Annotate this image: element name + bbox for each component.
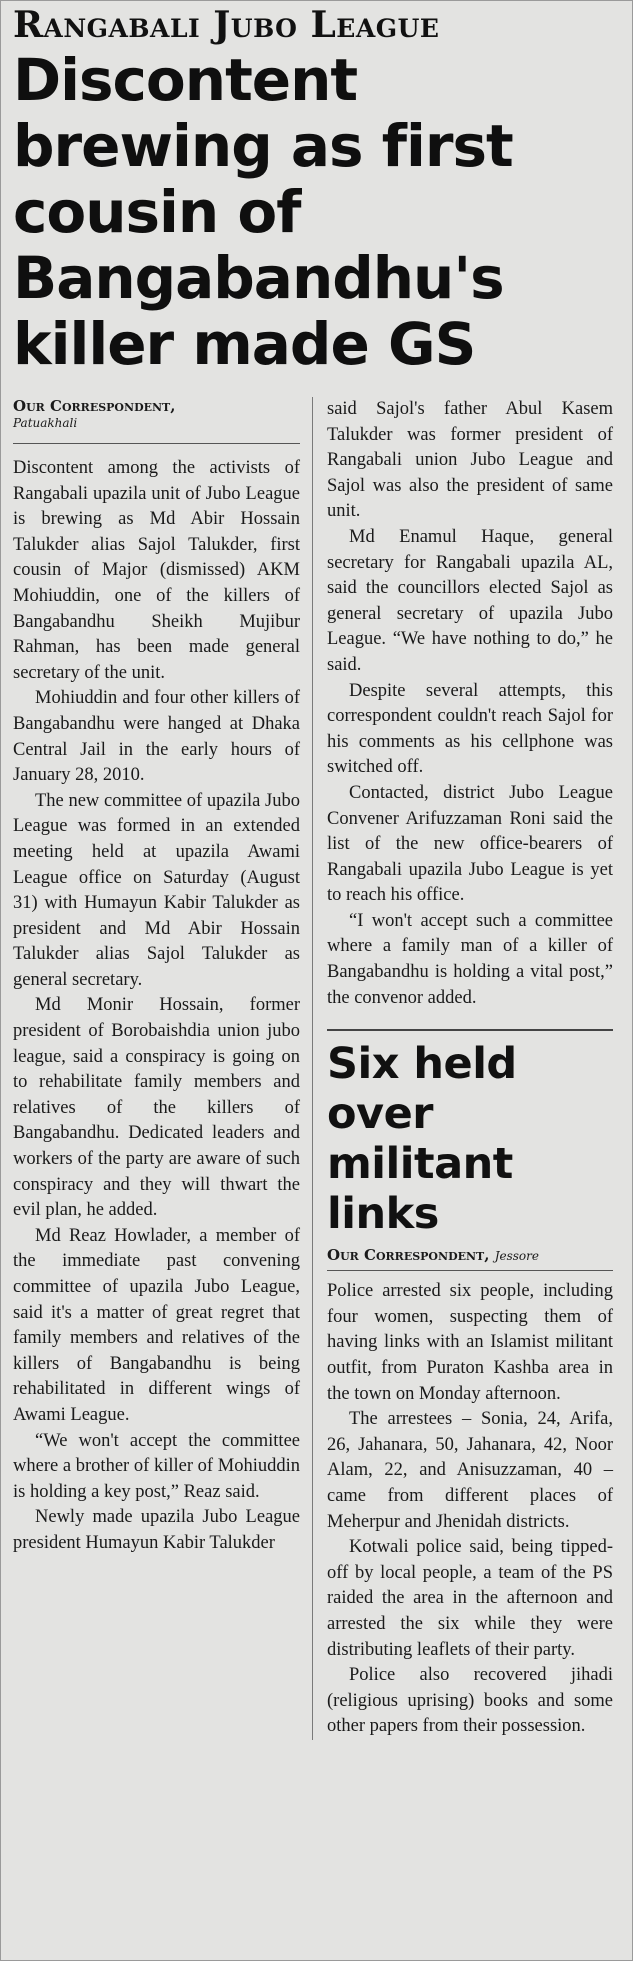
left-column <box>13 397 313 1740</box>
byline-rule <box>13 443 300 444</box>
body-paragraph: Md Monir Hossain, former president of Borobaishdia union jubo league, said a conspiracy is going on to rehabilitate family members and relatives of the killers of Bangabandhu. Dedicated leaders and workers of the party are aware of such conspiracy and they will thwart the evil plan, he added. <box>13 995 300 1221</box>
body-paragraph: “I won't accept such a committee where a family man of a killer of Bangabandhu is holding a vital post,” the convenor added. <box>327 910 613 1008</box>
body-paragraph: Md Reaz Howlader, a member of the immediate past convening committee of upazila Jubo League, said it's a matter of great regret that family members and relatives of the killers of Bangabandhu is being rehabilitated in different wings of Awami League. <box>13 1225 300 1425</box>
body-paragraph: said Sajol's father Abul Kasem Talukder was former president of Rangabali union Jubo League and Sajol was also the president of same unit. <box>327 399 613 522</box>
body-paragraph: Mohiuddin and four other killers of Bangabandhu were hanged at Dhaka Central Jail in the early hours of January 28, 2010. <box>13 688 300 786</box>
section-kicker: Rangabali Jubo League <box>13 4 440 46</box>
body-paragraph: Md Enamul Haque, general secretary for Rangabali upazila AL, said the councillors elected Sajol as general secretary of upazila Jubo League. “We have nothing to do,” he said. <box>327 526 613 675</box>
body-paragraph: Police also recovered jihadi (religious uprising) books and some other papers from their possession. <box>327 1665 613 1737</box>
body-paragraph: Newly made upazila Jubo League president Humayun Kabir Talukder <box>13 1507 300 1553</box>
dateline: Patuakhali <box>13 416 78 430</box>
byline-name: Our Correspondent, <box>327 1246 490 1265</box>
article-headline: Discontent brewing as first cousin of Bangabandhu's killer made GS <box>13 46 513 378</box>
body-paragraph: Despite several attempts, this correspondent couldn't reach Sajol for his comments as his cellphone was switched off. <box>327 680 613 778</box>
article-columns <box>13 397 622 1740</box>
body-paragraph: The new committee of upazila Jubo League was formed in an extended meeting held at upazila Awami League office on Saturday (August 31) with Humayun Kabir Talukder as president and Md Abir Hossain Talukder alias Sajol Talukder as general secretary. <box>13 790 300 990</box>
body-paragraph: “We won't accept the committee where a brother of killer of Mohiuddin is holding a key post,” Reaz said. <box>13 1430 300 1502</box>
body-paragraph: The arrestees – Sonia, 24, Arifa, 26, Jahanara, 50, Jahanara, 42, Noor Alam, 22, and Anisuzzaman, 40 – came from different places of Meherpur and Jhenidah districts. <box>327 1409 613 1532</box>
second-article-byline <box>327 1245 613 1271</box>
byline: Our Correspondent, <box>13 397 176 415</box>
body-paragraph: Contacted, district Jubo League Convener Arifuzzaman Roni said the list of the new office-bearers of Rangabali upazila Jubo League is yet to reach his office. <box>327 782 613 906</box>
second-article-headline: Six held over militant links <box>327 1029 613 1239</box>
body-paragraph: Kotwali police said, being tipped-off by local people, a team of the PS raided the area in the afternoon and arrested the six while they were distributing leaflets of their party. <box>327 1537 613 1660</box>
right-column <box>313 397 613 1740</box>
body-paragraph: Discontent among the activists of Rangabali upazila unit of Jubo League is brewing as Md Abir Hossain Talukder alias Sajol Talukder, first cousin of Major (dismissed) AKM Mohiuddin, one of the killers of Bangabandhu Sheikh Mujibur Rahman, has been made general secretary of the unit. <box>13 458 300 683</box>
byline-place: Jessore <box>494 1249 539 1264</box>
body-paragraph: Police arrested six people, including four women, suspecting them of having links with an Islamist militant outfit, from Puraton Kashba area in the town on Monday afternoon. <box>327 1281 613 1404</box>
